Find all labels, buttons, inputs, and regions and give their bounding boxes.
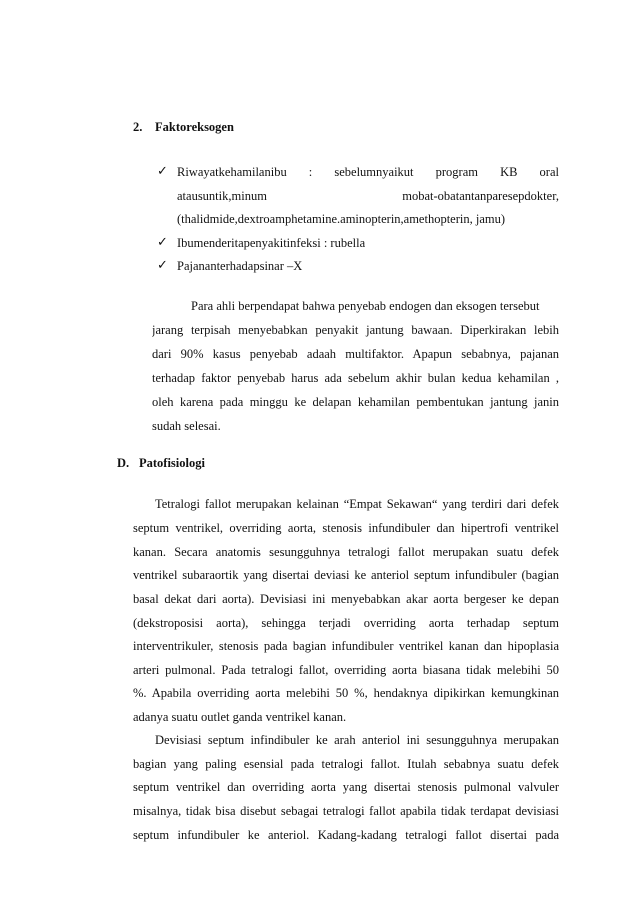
paragraph-line: arteri pulmonal. Pada tetralogi fallot, overriding aorta biasana tidak melebihi 50 (133, 663, 559, 677)
paragraph-line: dari 90% kasus penyebab adaah multifaktor. Apapun sebabnya, pajanan (152, 347, 559, 361)
paragraph-line: basal dekat dari aorta). Devisiasi ini menyebabkan akar aorta bergeser ke depan (133, 592, 559, 606)
section-title: Patofisiologi (139, 456, 205, 470)
paragraph-line: interventrikuler, stenosis pada bagian infundibuler ventrikel kanan dan hipoplasia (133, 639, 559, 653)
paragraph-line: adanya suatu outlet ganda ventrikel kanan. (133, 710, 347, 724)
bullet-text-line: Riwayatkehamilanibu : sebelumnyaikut program KB oral (177, 165, 559, 179)
paragraph-line: (dekstroposisi aorta), sehingga terjadi overriding aorta terhadap septum (133, 616, 559, 630)
paragraph-line: ventrikel subaraortik yang disertai deviasi ke anteriol septum infundibuler (bagian (133, 568, 559, 582)
paragraph-line: terhadap faktor penyebab harus ada sebelum akhir bulan kedua kehamilan , (152, 371, 559, 385)
paragraph-line: kanan. Secara anatomis sesungguhnya tetralogi fallot merupakan suatu defek (133, 545, 559, 559)
section-title: Faktoreksogen (155, 120, 234, 134)
paragraph-line: septum ventrikel dan overriding aorta yang disertai stenosis pulmonal valvuler (133, 780, 559, 794)
paragraph-line: jarang terpisah menyebabkan penyakit jantung bawaan. Diperkirakan lebih (152, 323, 559, 337)
paragraph-line: Tetralogi fallot merupakan kelainan “Empat Sekawan“ yang terdiri dari defek (155, 497, 559, 511)
bullet-text-line: (thalidmide,dextroamphetamine.aminopterin,amethopterin, jamu) (177, 212, 506, 226)
paragraph-line: septum infundibuler ke anteriol. Kadang-kadang tetralogi fallot disertai pada (133, 828, 559, 842)
section-number: 2. (133, 120, 143, 134)
section-heading-patofisiologi (117, 456, 205, 471)
checkmark-icon: ✓ (157, 258, 168, 273)
section-number: D. (117, 456, 130, 470)
checkmark-icon: ✓ (157, 235, 168, 250)
paragraph-line: Para ahli berpendapat bahwa penyebab endogen dan eksogen tersebut (191, 299, 540, 313)
paragraph-line: %. Apabila overriding aorta melebihi 50 %, hendaknya dipikirkan kemungkinan (133, 686, 559, 700)
paragraph-line: sudah selesai. (152, 419, 221, 433)
checkmark-icon: ✓ (157, 164, 168, 179)
bullet-text-line: Pajananterhadapsinar –X (177, 259, 303, 273)
paragraph-line: Devisiasi septum infindibuler ke arah anteriol ini sesungguhnya merupakan (155, 733, 559, 747)
bullet-text-line: atausuntik,minum mobat-obatantanparesepdokter, (177, 189, 559, 203)
section-heading-faktoreksogen (133, 120, 234, 135)
bullet-text-line: Ibumenderitapenyakitinfeksi : rubella (177, 236, 366, 250)
paragraph-line: bagian yang paling esensial pada tetralogi fallot. Itulah sebabnya suatu defek (133, 757, 559, 771)
paragraph-line: misalnya, tidak bisa disebut sebagai tetralogi fallot apabila tidak terdapat devisiasi (133, 804, 559, 818)
paragraph-line: septum ventrikel, overriding aorta, stenosis infundibuler dan hipertrofi ventrikel (133, 521, 559, 535)
paragraph-line: oleh karena pada minggu ke delapan kehamilan pembentukan jantung janin (152, 395, 559, 409)
